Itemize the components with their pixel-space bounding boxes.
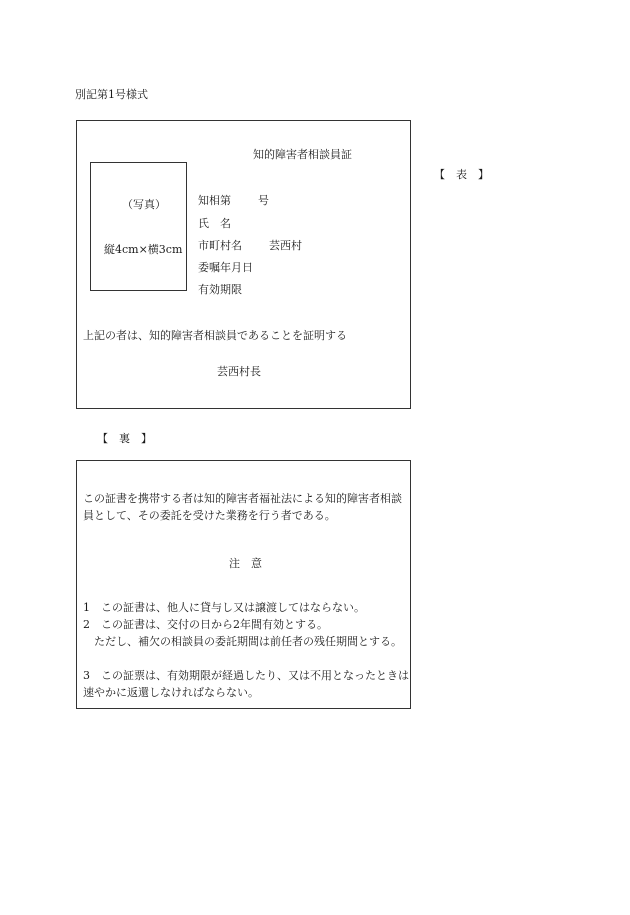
field-number-suffix: 号 [258,194,269,207]
field-expiry-label: 有効期限 [198,283,242,296]
notice-heading: 注 意 [229,557,262,570]
field-number-label: 知相第 [198,194,231,207]
field-municipality-value: 芸西村 [269,239,302,252]
notice-item: 1 この証書は、他人に貸与し又は譲渡してはならない。 [83,601,365,614]
field-commission-date-label: 委嘱年月日 [198,261,253,274]
card-title: 知的障害者相談員証 [253,148,352,161]
issuer: 芸西村長 [217,365,261,378]
photo-placeholder [90,162,187,291]
card-front [76,120,411,409]
photo-size: 縦4cm×横3cm [104,243,183,256]
back-description: この証書を携帯する者は知的障害者福祉法による知的障害者相談員として、その委託を受けた業務を行う者である。 [83,492,402,522]
card-back [76,460,411,709]
certify-statement: 上記の者は、知的障害者相談員であることを証明する [83,329,347,342]
notice-item: 2 この証書は、交付の日から2年間有効とする。 [83,618,328,631]
field-municipality-label: 市町村名 [198,239,242,252]
photo-label: （写真） [122,198,166,211]
back-side-label: 【 裏 】 [97,432,152,445]
notice-item: 3 この証票は、有効期限が経過したり、又は不用となったときは速やかに返還しなければならない。 [83,669,409,699]
field-name-label: 氏 名 [198,217,231,230]
front-side-label: 【 表 】 [434,168,489,181]
form-label: 別記第1号様式 [75,88,148,101]
notice-item-continuation: ただし、補欠の相談員の委託期間は前任者の残任期間とする。 [94,635,402,648]
